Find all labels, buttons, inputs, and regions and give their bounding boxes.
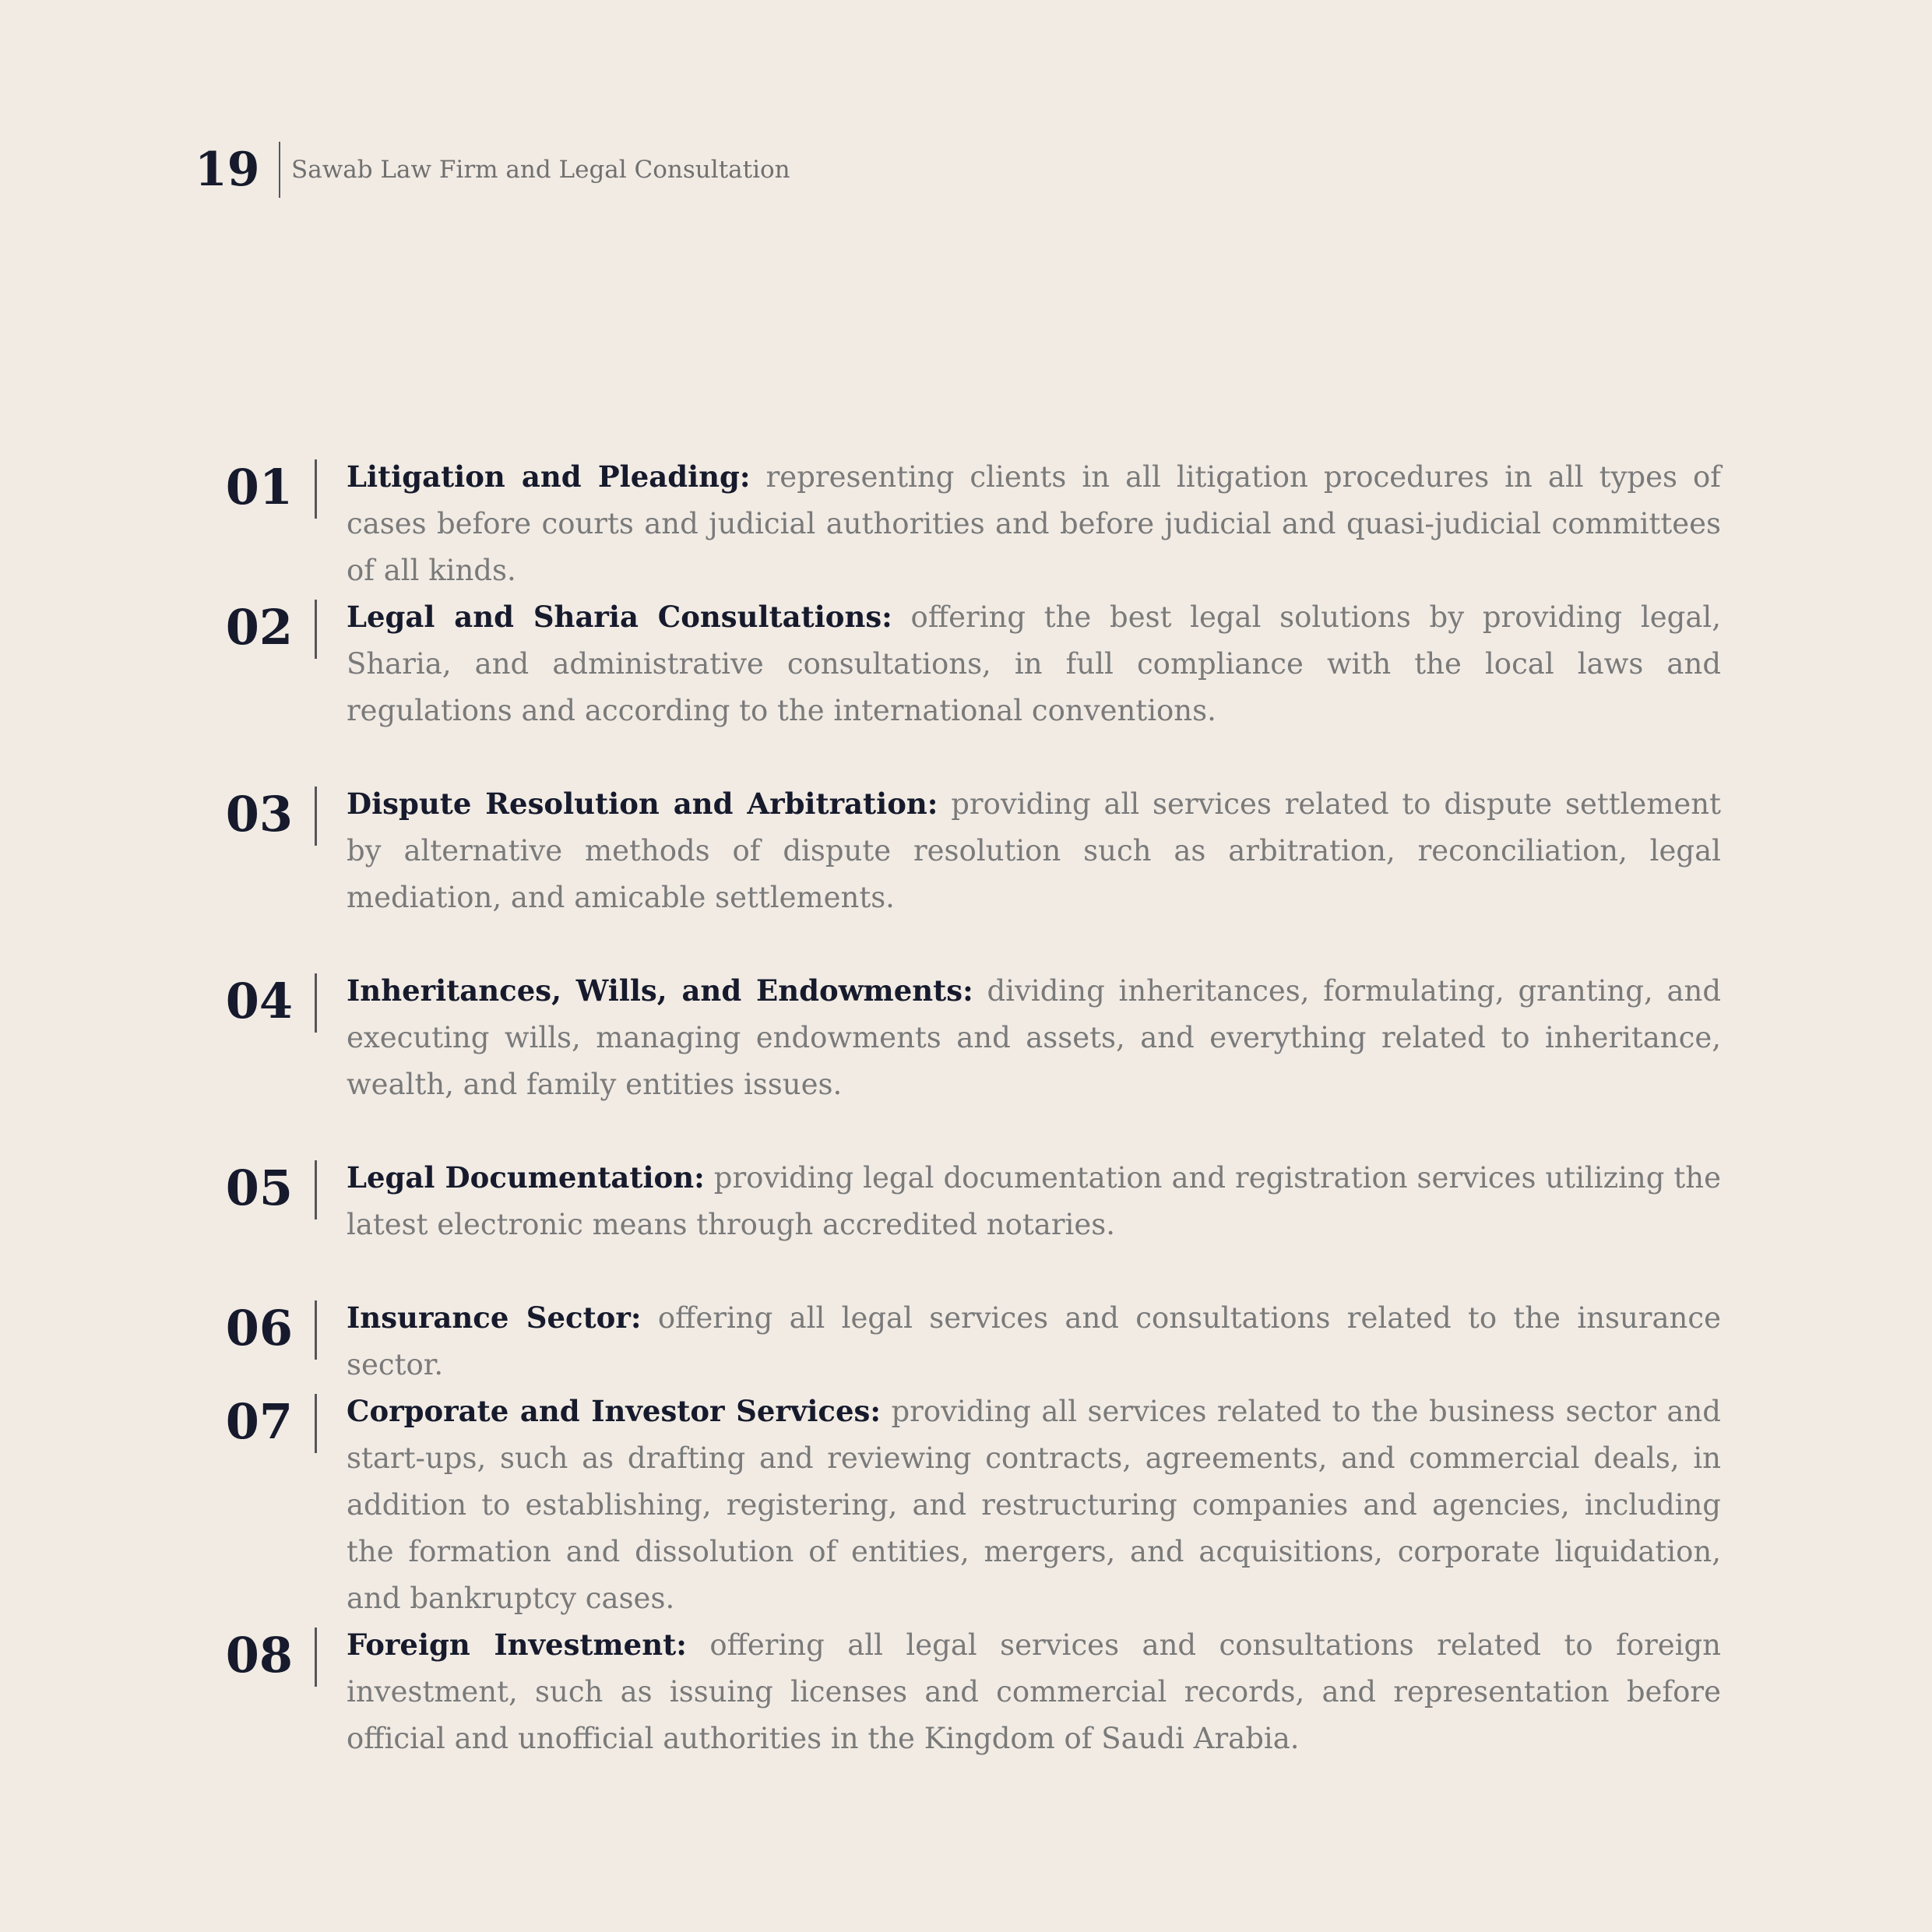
service-text (347, 593, 1721, 734)
page-number: 19 (195, 143, 260, 197)
service-description: providing all services related to the business sector and start-ups, such as drafting and reviewing contracts, agreements, and commercial deals, in addition to establishing, registering, and restructuring companies and agencies, including the formation and dissolution of entities, mergers, and acquisitions, corporate liquidation, and bankruptcy cases. (347, 1395, 1721, 1615)
page-header (195, 142, 790, 198)
service-text (347, 967, 1721, 1108)
service-divider (315, 600, 317, 659)
service-description: offering all legal services and consultations related to foreign investment, such as issuing licenses and commercial records, and representation before official and unofficial authorities in the Kingdom of Saudi Arabia. (347, 1628, 1722, 1755)
service-item-foreign-investment (218, 1621, 1721, 1791)
service-number: 06 (225, 1300, 293, 1357)
service-text (347, 1294, 1721, 1388)
service-text (347, 1154, 1721, 1248)
service-divider (315, 1300, 317, 1360)
service-number: 04 (225, 973, 293, 1029)
service-description: dividing inheritances, formulating, granting, and executing wills, managing endowments and assets, and everything related to inheritance, wealth, and family entities issues. (347, 974, 1722, 1101)
service-title: Foreign Investment: (347, 1628, 687, 1662)
service-divider (315, 459, 317, 519)
service-divider (315, 787, 317, 846)
service-title: Inheritances, Wills, and Endowments: (347, 973, 973, 1008)
service-item-inheritances (218, 967, 1721, 1137)
service-item-arbitration (218, 780, 1721, 950)
service-title: Litigation and Pleading: (347, 459, 751, 494)
service-number: 07 (225, 1393, 293, 1450)
service-description: providing legal documentation and registration services utilizing the latest electronic means through accredited notaries. (347, 1161, 1722, 1241)
service-number: 01 (225, 459, 293, 516)
service-number: 08 (225, 1627, 293, 1684)
service-title: Insurance Sector: (347, 1300, 642, 1335)
service-description: providing all services related to dispute settlement by alternative methods of dispute resolution such as arbitration, reconciliation, legal mediation, and amicable settlements. (347, 787, 1721, 914)
header-divider (279, 142, 280, 198)
service-number: 02 (225, 599, 293, 656)
service-item-documentation (218, 1154, 1721, 1277)
service-description: offering all legal services and consultations related to the insurance sector. (347, 1301, 1721, 1381)
service-title: Corporate and Investor Services: (347, 1394, 881, 1428)
service-description: representing clients in all litigation procedures in all types of cases before courts and judicial authorities and before judicial and quasi-judicial committees of all kinds. (347, 460, 1721, 587)
firm-name: Sawab Law Firm and Legal Consultation (291, 156, 790, 184)
service-text (347, 453, 1721, 594)
service-text (347, 1388, 1721, 1622)
service-number: 05 (225, 1160, 293, 1216)
service-title: Legal and Sharia Consultations: (347, 600, 892, 634)
service-number: 03 (225, 786, 293, 843)
service-description: offering the best legal solutions by providing legal, Sharia, and administrative consultations, in full compliance with the local laws and regulations and according to the international conventions. (347, 600, 1721, 727)
service-text (347, 1621, 1721, 1762)
service-divider (315, 1394, 317, 1453)
service-title: Dispute Resolution and Arbitration: (347, 787, 938, 821)
service-divider (315, 973, 317, 1033)
service-title: Legal Documentation: (347, 1160, 705, 1195)
service-divider (315, 1160, 317, 1219)
service-text (347, 780, 1721, 921)
service-item-corporate (218, 1388, 1721, 1651)
service-item-consultations (218, 593, 1721, 763)
service-divider (315, 1628, 317, 1687)
